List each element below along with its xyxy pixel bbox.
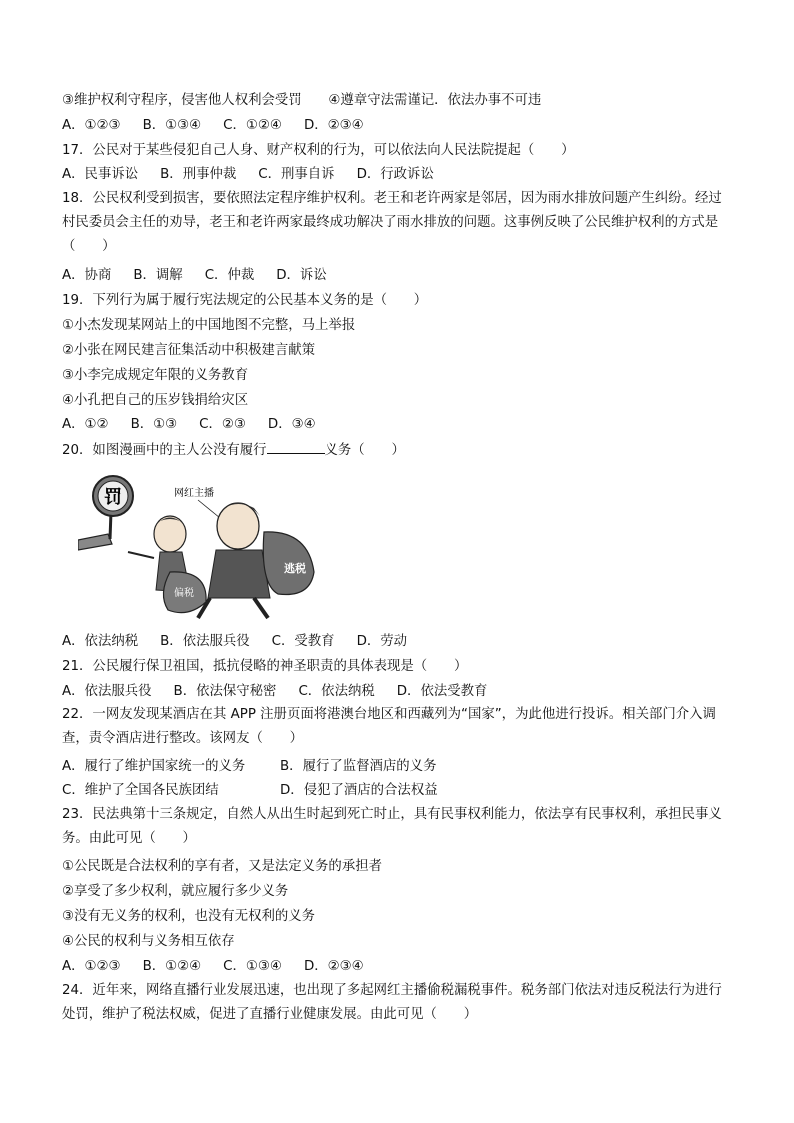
q22-option-d: D．侵犯了酒店的合法权益 bbox=[280, 783, 438, 798]
q16-options bbox=[62, 117, 732, 134]
q23-item-3: ③没有无义务的权利，也没有无权利的义务 bbox=[62, 909, 316, 924]
q16-option-b: B．①③④ bbox=[142, 118, 202, 133]
q17-option-b: B．刑事仲裁 bbox=[160, 167, 237, 182]
q19-option-a: A．①② bbox=[62, 417, 109, 432]
q17-option-d: D．行政诉讼 bbox=[356, 167, 434, 182]
q22-option-a: A．履行了维护国家统一的义务 bbox=[62, 759, 246, 774]
q19-option-b: B．①③ bbox=[130, 417, 178, 432]
q17-options bbox=[62, 166, 732, 183]
q16-option-c: C．①②④ bbox=[223, 118, 282, 133]
q19-stem: 19．下列行为属于履行宪法规定的公民基本义务的是（ ） bbox=[62, 293, 428, 308]
q19-item-1: ①小杰发现某网站上的中国地图不完整，马上举报 bbox=[62, 318, 356, 333]
q23-options bbox=[62, 958, 732, 975]
q20-blank bbox=[267, 441, 325, 454]
q23-option-b: B．①②④ bbox=[142, 959, 202, 974]
q18-option-d: D．诉讼 bbox=[276, 268, 327, 283]
q20-options bbox=[62, 633, 732, 650]
q19-item-2: ②小张在网民建言征集活动中积极建言献策 bbox=[62, 343, 316, 358]
q21-option-b: B．依法保守秘密 bbox=[173, 684, 277, 699]
q20-option-a: A．依法纳税 bbox=[62, 634, 139, 649]
q20-option-c: C．受教育 bbox=[271, 634, 335, 649]
q19-item-4: ④小孔把自己的压岁钱捐给灾区 bbox=[62, 393, 249, 408]
q23-item-2: ②享受了多少权利，就应履行多少义务 bbox=[62, 884, 289, 899]
q21-stem: 21．公民履行保卫祖国，抵抗侵略的神圣职责的具体表现是（ ） bbox=[62, 659, 468, 674]
q18-option-a: A．协商 bbox=[62, 268, 112, 283]
q22-stem: 22．一网友发现某酒店在其 APP 注册页面将港澳台地区和西藏列为“国家”，为此他进行投诉。相关部门介入调查，责令酒店进行整改。该网友（ ） bbox=[62, 707, 716, 746]
q20-option-b: B．依法服兵役 bbox=[160, 634, 250, 649]
bag-label-2: 偏税 bbox=[174, 588, 194, 599]
q16-option-d: D．②③④ bbox=[303, 118, 364, 133]
q18-option-b: B．调解 bbox=[133, 268, 183, 283]
q23-option-a: A．①②③ bbox=[62, 959, 121, 974]
q22-options-ab bbox=[62, 758, 732, 775]
q24-stem: 24．近年来，网络直播行业发展迅速，也出现了多起网红主播偷税漏税事件。税务部门依法对违反税法行为进行处罚，维护了税法权威，促进了直播行业健康发展。由此可见（ ） bbox=[62, 983, 722, 1022]
q16-option-a: A．①②③ bbox=[62, 118, 121, 133]
tax-evasion-cartoon bbox=[78, 472, 324, 622]
q19-item-3: ③小李完成规定年限的义务教育 bbox=[62, 368, 249, 383]
q21-option-a: A．依法服兵役 bbox=[62, 684, 152, 699]
q20-stem-pre: 20．如图漫画中的主人公没有履行 bbox=[62, 443, 267, 458]
q21-option-c: C．依法纳税 bbox=[298, 684, 375, 699]
q21-option-d: D．依法受教育 bbox=[396, 684, 488, 699]
q17-option-a: A．民事诉讼 bbox=[62, 167, 139, 182]
bag-label-1: 逃税 bbox=[284, 562, 306, 575]
q17-option-c: C．刑事自诉 bbox=[258, 167, 335, 182]
q17-stem: 17．公民对于某些侵犯自己人身、财产权利的行为，可以依法向人民法院提起（ ） bbox=[62, 143, 575, 158]
q23-option-c: C．①③④ bbox=[223, 959, 282, 974]
q19-options bbox=[62, 416, 732, 433]
q19-option-c: C．②③ bbox=[199, 417, 246, 432]
streamer-label: 网红主播 bbox=[174, 488, 214, 499]
q21-options bbox=[62, 683, 732, 700]
q18-options bbox=[62, 267, 732, 284]
q22-option-b: B．履行了监督酒店的义务 bbox=[280, 759, 437, 774]
q22-options-cd bbox=[62, 782, 732, 799]
q22-option-c: C．维护了全国各民族团结 bbox=[62, 783, 219, 798]
q23-stem: 23．民法典第十三条规定，自然人从出生时起到死亡时止，具有民事权利能力，依法享有民事权利，承担民事义务。由此可见（ ） bbox=[62, 807, 722, 846]
q23-item-1: ①公民既是合法权利的享有者，又是法定义务的承担者 bbox=[62, 859, 382, 874]
q20-option-d: D．劳动 bbox=[356, 634, 408, 649]
q23-item-4: ④公民的权利与义务相互依存 bbox=[62, 934, 235, 949]
q20-stem-post: 义务（ ） bbox=[324, 443, 405, 458]
q20-stem bbox=[62, 441, 732, 459]
q18-stem: 18．公民权利受到损害，要依照法定程序维护权利。老王和老许两家是邻居，因为雨水排放问题产生纠纷。经过村民委员会主任的劝导，老王和老许两家最终成功解决了雨水排放的问题。这事例反映了公民维护权利的方式是（ ） bbox=[62, 191, 722, 254]
sign-label: 罚 bbox=[104, 487, 122, 508]
q19-option-d: D．③④ bbox=[267, 417, 316, 432]
q16-item-3-4: ③维护权利守程序，侵害他人权利会受罚 ④遵章守法需谨记．依法办事不可违 bbox=[62, 93, 542, 108]
q23-option-d: D．②③④ bbox=[303, 959, 364, 974]
q18-option-c: C．仲裁 bbox=[204, 268, 255, 283]
